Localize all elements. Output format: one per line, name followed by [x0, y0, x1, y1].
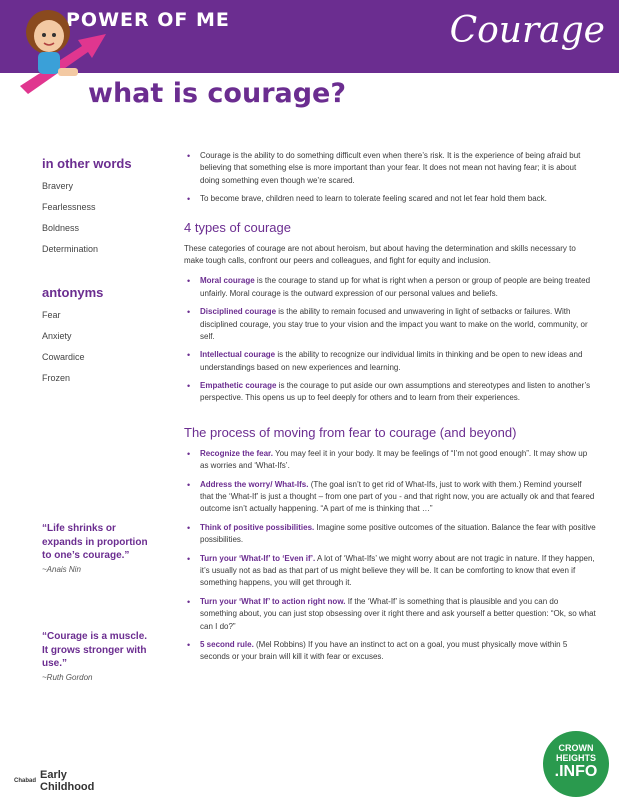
- process-text: If the ‘What-If’ is something that is plausible and you can do something about, you can just stop obsessing over it right there and ask yourself a better question: “Ok, so what can I do?”: [200, 596, 596, 631]
- process-term: Recognize the fear.: [200, 448, 273, 458]
- process-item: [184, 448, 596, 473]
- quote-block: [42, 630, 152, 682]
- main-content: [184, 150, 596, 670]
- type-item: [184, 380, 596, 405]
- types-intro: These categories of courage are not about heroism, but about having the determination and skills necessary to make tough calls, confront our peers and colleagues, and fight for equity and inclusion.: [184, 243, 576, 265]
- chabad-early-childhood-logo: [14, 768, 104, 796]
- process-item: [184, 553, 596, 590]
- intro-bullet: [184, 150, 596, 187]
- brand-title: POWER OF ME: [66, 9, 230, 31]
- synonym-item: Fearlessness: [42, 202, 96, 212]
- process-item: [184, 639, 596, 664]
- synonym-item: Bravery: [42, 181, 74, 191]
- quote-text: “Courage is a muscle. It grows stronger with use.”: [42, 631, 148, 669]
- type-term: Moral courage: [200, 276, 255, 286]
- process-term: 5 second rule.: [200, 639, 254, 649]
- mascot-shirt: [38, 52, 60, 74]
- logo-big-text: [40, 770, 94, 793]
- type-text: is the ability to remain focused and unwavering in light of setbacks or failures. With disciplined courage, you stay true to your vision and the impact you want to make on the world, community, or self.: [200, 307, 588, 341]
- quote-block: [42, 522, 152, 574]
- topic-title: Courage: [449, 10, 605, 51]
- page-title: what is courage?: [88, 78, 347, 109]
- type-item: [184, 306, 596, 343]
- quote-text: “Life shrinks or expands in proportion to one’s courage.”: [42, 523, 148, 561]
- process-text: A lot of ‘What-Ifs’ we might worry about are not tragic in nature. If they happen, it’s usually not as bad as that part of us might believe they will be. It can be comforting to know that even if something happens, you will get through it.: [200, 553, 595, 588]
- process-term: Address the worry/ What-Ifs.: [200, 479, 309, 489]
- type-item: [184, 275, 596, 300]
- badge-line-2: HEIGHTS: [555, 753, 596, 763]
- antonyms-heading: antonyms: [42, 285, 104, 300]
- process-text: (The goal isn’t to get rid of What-Ifs, just to work with them.) Remind yourself that the ‘What-If’ is just a thought – from one part of you - and that right now, you are actually ok and that feared outcome isn’t actually happening. “A part of me is thinking that …”: [200, 479, 595, 514]
- antonym-item: Anxiety: [42, 331, 72, 341]
- synonym-item: Boldness: [42, 223, 80, 233]
- type-item: [184, 349, 596, 374]
- badge-line-1: CROWN: [558, 743, 594, 753]
- process-item: [184, 596, 596, 633]
- intro-bullet: [184, 193, 596, 205]
- mascot-eye-left: [42, 33, 46, 37]
- type-term: Intellectual courage: [200, 350, 276, 360]
- logo-word-childhood: Childhood: [40, 780, 95, 793]
- process-item: [184, 479, 596, 516]
- type-text: is the ability to recognize our individual limits in thinking and be open to new ideas and understandings based on new experiences and learning.: [200, 350, 583, 372]
- sidebar: [42, 156, 162, 394]
- crown-heights-watermark: [543, 731, 609, 797]
- quote-author: ~Ruth Gordon: [42, 672, 93, 682]
- quote-author: ~Anais Nin: [42, 564, 81, 574]
- type-term: Empathetic courage: [200, 381, 277, 391]
- process-term: Think of positive possibilities.: [200, 522, 315, 532]
- logo-small-text: Chabad: [14, 778, 37, 784]
- synonyms-heading: in other words: [42, 156, 132, 171]
- badge-line-3: .INFO: [554, 763, 598, 780]
- intro-text: To become brave, children need to learn to tolerate feeling scared and not let fear hold them back.: [200, 194, 547, 204]
- process-term: Turn your ‘What-If’ to ‘Even if’.: [200, 553, 316, 563]
- antonym-item: Frozen: [42, 373, 71, 383]
- antonym-item: Fear: [42, 310, 61, 320]
- types-heading: 4 types of courage: [184, 219, 291, 235]
- process-text: You may feel it in your body. It may be feelings of “I’m not good enough”. It may show up as worries and ‘What-Ifs’.: [200, 448, 588, 471]
- intro-text: Courage is the ability to do something difficult even when there’s risk. It is the experience of being afraid but believing that something else is more important than your fear. It does not mean not having fear; it is about doing something even though we’re scared.: [200, 151, 581, 185]
- mascot-face: [34, 20, 64, 52]
- logo-word-early: Early: [40, 769, 67, 781]
- type-text: is the courage to put aside our own assumptions and stereotypes and listen to another’s perspective. This opens us up to feel deeply for others and to learn from their experiences.: [200, 381, 591, 403]
- type-term: Disciplined courage: [200, 307, 277, 317]
- process-heading: The process of moving from fear to courage (and beyond): [184, 424, 517, 440]
- mascot-legs: [58, 68, 78, 76]
- type-text: is the courage to stand up for what is right when a person or group of people are being treated unfairly. Moral courage is the outward expression of our personal values and beliefs.: [200, 276, 591, 298]
- process-term: Turn your ‘What If’ to action right now.: [200, 596, 346, 606]
- synonym-item: Determination: [42, 244, 99, 254]
- process-item: [184, 522, 596, 547]
- process-text: Imagine some positive outcomes of the situation. Balance the fear with positive possibilities.: [200, 522, 596, 545]
- mascot-eye-right: [52, 33, 56, 37]
- antonym-item: Cowardice: [42, 352, 85, 362]
- process-text: (Mel Robbins) If you have an instinct to act on a goal, you must physically move within 5 seconds or your brain will kill it with fear or excuses.: [200, 639, 568, 662]
